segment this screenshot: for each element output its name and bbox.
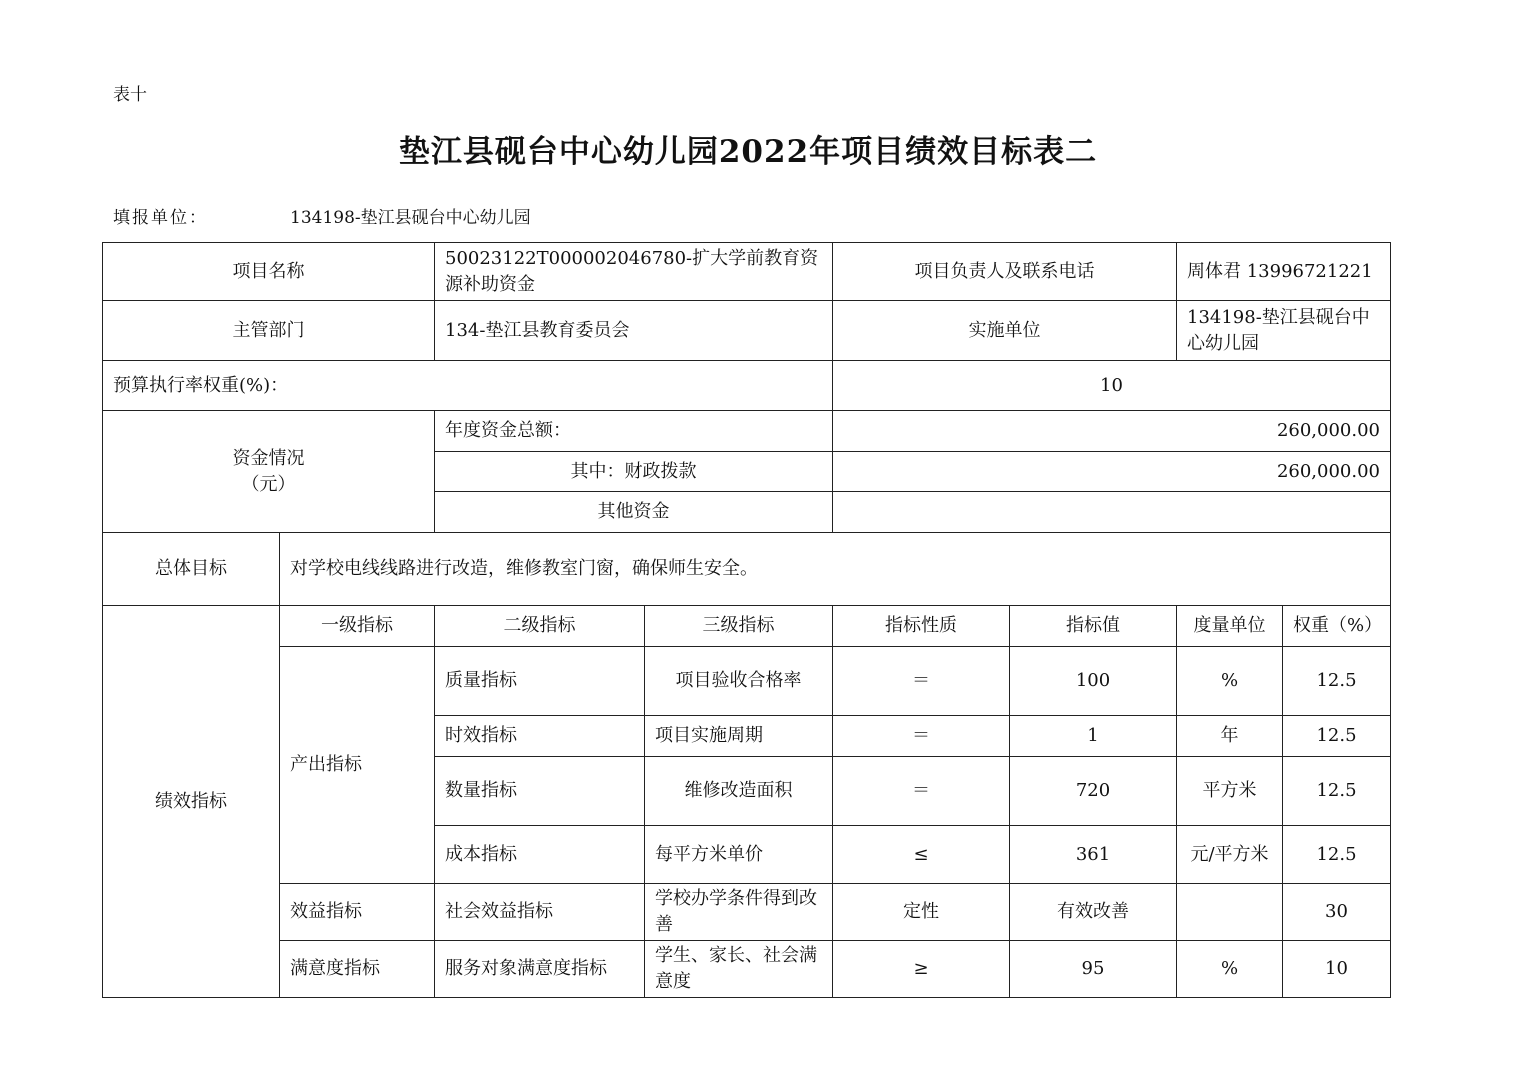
overall-goal-text: 对学校电线线路进行改造，维修教室门窗，确保师生安全。 xyxy=(280,533,1391,606)
level2-cell: 成本指标 xyxy=(435,826,645,884)
weight-cell: 12.5 xyxy=(1283,757,1391,826)
header-nature: 指标性质 xyxy=(833,606,1010,647)
funds-total-label: 年度资金总额： xyxy=(435,411,833,452)
funds-other-label: 其他资金 xyxy=(435,492,833,533)
weight-cell: 12.5 xyxy=(1283,716,1391,757)
table-number: 表十 xyxy=(113,85,147,105)
nature-cell: 定性 xyxy=(833,884,1010,941)
level3-cell: 项目实施周期 xyxy=(645,716,833,757)
department-row xyxy=(103,301,1391,361)
department-value: 134-垫江县教育委员会 xyxy=(435,301,833,361)
reporting-unit-value: 134198-垫江县砚台中心幼儿园 xyxy=(290,208,531,228)
budget-weight-row xyxy=(103,361,1391,411)
project-name-label: 项目名称 xyxy=(103,243,435,301)
value-cell: 有效改善 xyxy=(1010,884,1177,941)
unit-cell: % xyxy=(1177,647,1283,716)
performance-target-table xyxy=(102,242,1391,998)
overall-goal-label: 总体目标 xyxy=(103,533,280,606)
header-level1: 一级指标 xyxy=(280,606,435,647)
indicator-row xyxy=(103,941,1391,998)
unit-cell xyxy=(1177,884,1283,941)
header-unit: 度量单位 xyxy=(1177,606,1283,647)
level3-cell: 项目验收合格率 xyxy=(645,647,833,716)
indicator-row xyxy=(103,884,1391,941)
funds-unit: （元） xyxy=(241,473,296,495)
value-cell: 720 xyxy=(1010,757,1177,826)
header-weight: 权重（%） xyxy=(1283,606,1391,647)
budget-weight-label: 预算执行率权重(%)： xyxy=(103,361,833,411)
unit-cell: 平方米 xyxy=(1177,757,1283,826)
header-level2: 二级指标 xyxy=(435,606,645,647)
weight-cell: 12.5 xyxy=(1283,647,1391,716)
level2-cell: 质量指标 xyxy=(435,647,645,716)
value-cell: 95 xyxy=(1010,941,1177,998)
header-value: 指标值 xyxy=(1010,606,1177,647)
value-cell: 100 xyxy=(1010,647,1177,716)
contact-label: 项目负责人及联系电话 xyxy=(833,243,1177,301)
level2-cell: 时效指标 xyxy=(435,716,645,757)
unit-cell: % xyxy=(1177,941,1283,998)
overall-goal-row xyxy=(103,533,1391,606)
nature-cell: ＝ xyxy=(833,757,1010,826)
level3-cell: 每平方米单价 xyxy=(645,826,833,884)
level3-cell: 学生、家长、社会满意度 xyxy=(645,941,833,998)
unit-cell: 元/平方米 xyxy=(1177,826,1283,884)
indicators-section-label: 绩效指标 xyxy=(103,606,280,998)
level2-cell: 服务对象满意度指标 xyxy=(435,941,645,998)
funds-other-value xyxy=(833,492,1391,533)
funds-fiscal-value: 260,000.00 xyxy=(833,452,1391,492)
level2-cell: 数量指标 xyxy=(435,757,645,826)
nature-cell: ＝ xyxy=(833,716,1010,757)
value-cell: 361 xyxy=(1010,826,1177,884)
level3-cell: 学校办学条件得到改善 xyxy=(645,884,833,941)
project-name-row xyxy=(103,243,1391,301)
implementing-unit-label: 实施单位 xyxy=(833,301,1177,361)
nature-cell: ＝ xyxy=(833,647,1010,716)
level2-cell: 社会效益指标 xyxy=(435,884,645,941)
unit-cell: 年 xyxy=(1177,716,1283,757)
implementing-unit-value: 134198-垫江县砚台中心幼儿园 xyxy=(1177,301,1391,361)
funds-label xyxy=(103,411,435,533)
funds-total-value: 260,000.00 xyxy=(833,411,1391,452)
reporting-unit-label: 填报单位： xyxy=(113,208,208,228)
contact-value: 周体君 13996721221 xyxy=(1177,243,1391,301)
level1-output: 产出指标 xyxy=(280,647,435,884)
project-name-value: 50023122T000002046780-扩大学前教育资源补助资金 xyxy=(435,243,833,301)
weight-cell: 30 xyxy=(1283,884,1391,941)
indicator-header-row xyxy=(103,606,1391,647)
level1-satisfaction: 满意度指标 xyxy=(280,941,435,998)
nature-cell: ≤ xyxy=(833,826,1010,884)
value-cell: 1 xyxy=(1010,716,1177,757)
department-label: 主管部门 xyxy=(103,301,435,361)
nature-cell: ≥ xyxy=(833,941,1010,998)
funds-total-row xyxy=(103,411,1391,452)
page-title: 垫江县砚台中心幼儿园2022年项目绩效目标表二 xyxy=(398,134,1098,170)
weight-cell: 12.5 xyxy=(1283,826,1391,884)
indicator-row xyxy=(103,647,1391,716)
funds-fiscal-label: 其中：财政拨款 xyxy=(435,452,833,492)
weight-cell: 10 xyxy=(1283,941,1391,998)
funds-title: 资金情况 xyxy=(232,447,305,469)
budget-weight-value: 10 xyxy=(833,361,1391,411)
header-level3: 三级指标 xyxy=(645,606,833,647)
level1-benefit: 效益指标 xyxy=(280,884,435,941)
level3-cell: 维修改造面积 xyxy=(645,757,833,826)
